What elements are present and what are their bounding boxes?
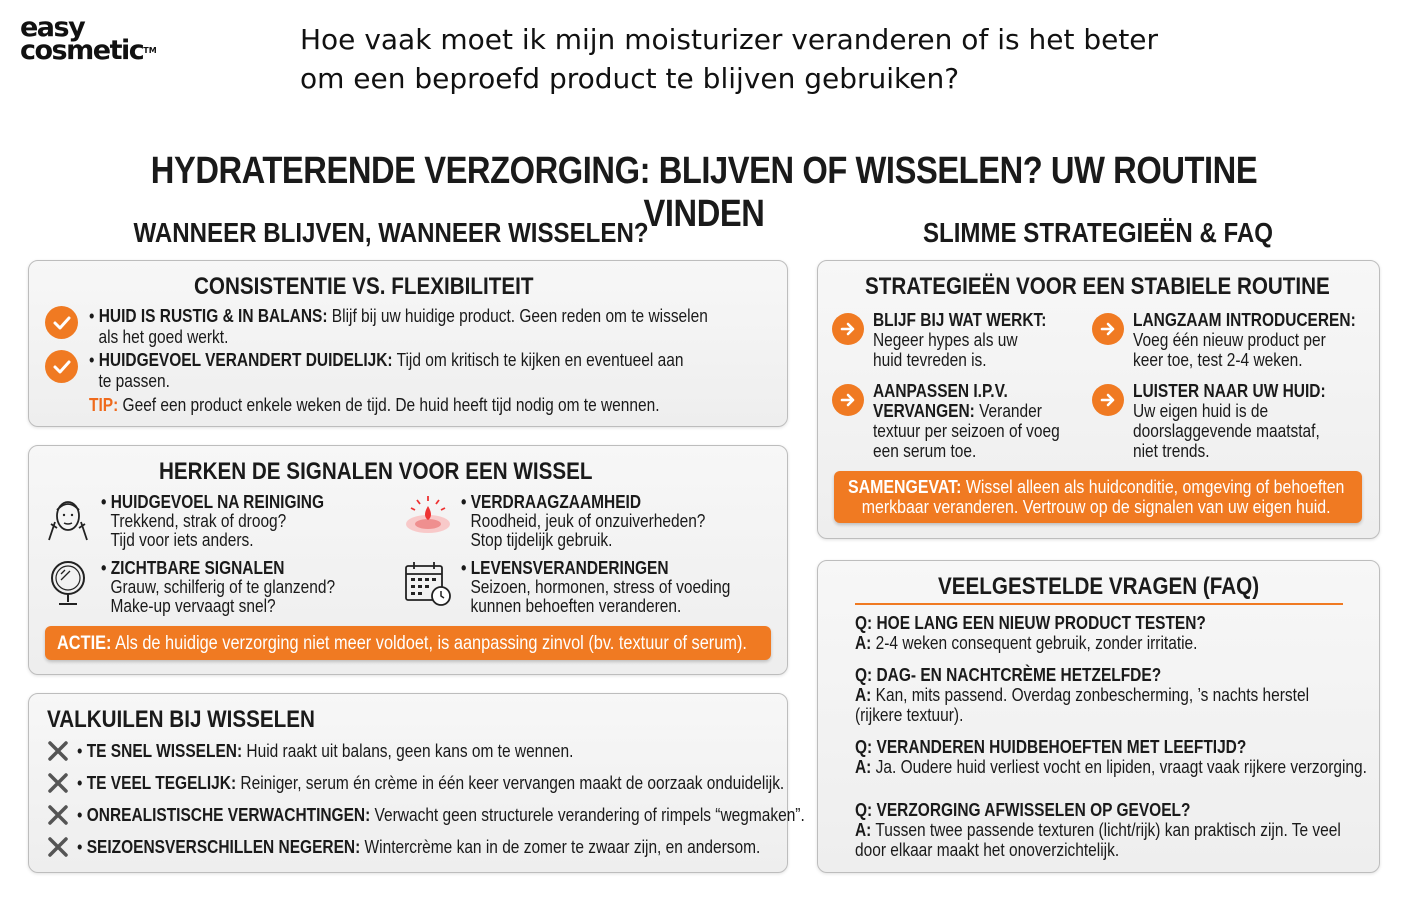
- summary-banner: SAMENGEVAT: Wissel alleen als huidconditie, omgeving of behoeften merkbaar veranderen. Vertrouw op de signalen van uw eigen huid.: [834, 471, 1362, 523]
- logo-trademark: TM: [143, 46, 157, 55]
- consistency-item-1: • HUID IS RUSTIG & IN BALANS: Blijf bij uw huidige product. Geen reden om te wisselen als het goed werkt.: [89, 306, 708, 347]
- strategy-item-3: AANPASSEN I.P.V. VERVANGEN: Verander textuur per seizoen of voeg een serum toe.: [873, 381, 1060, 461]
- left-column-heading: WANNEER BLIJVEN, WANNEER WISSELEN?: [133, 217, 649, 248]
- action-banner: ACTIE: Als de huidige verzorging niet meer voldoet, is aanpassing zinvol (bv. textuur of serum).: [45, 626, 771, 660]
- question-heading: Hoe vaak moet ik mijn moisturizer veranderen of is het beter om een beproefd product te blijven gebruiken?: [300, 23, 1159, 95]
- pitfalls-panel: [28, 693, 805, 873]
- pitfall-item-4: • SEIZOENSVERSCHILLEN NEGEREN: Wintercrème kan in de zomer te zwaar zijn, en andersom.: [77, 837, 761, 857]
- signal-item-1: • HUIDGEVOEL NA REINIGING Trekkend, strak of droog? Tijd voor iets anders.: [101, 492, 325, 550]
- arrow-right-icon: [1092, 384, 1124, 416]
- logo-line-1: easy: [20, 12, 85, 43]
- x-icon: [47, 740, 69, 762]
- face-cleansing-icon: [43, 494, 93, 544]
- faq-item-4: Q: VERZORGING AFWISSELEN OP GEVOEL? A: Tussen twee passende texturen (licht/rijk) kan praktisch zijn. Te veel door elkaar maakt het onoverzichtelijk.: [855, 800, 1341, 860]
- strategy-item-4: LUISTER NAAR UW HUID: Uw eigen huid is de doorslaggevende maatstaf, niet trends.: [1133, 381, 1326, 461]
- arrow-right-icon: [832, 384, 864, 416]
- faq-title: VEELGESTELDE VRAGEN (FAQ): [938, 573, 1260, 600]
- x-icon: [47, 804, 69, 826]
- consistency-tip: TIP: Geef een product enkele weken de tijd. De huid heeft tijd nodig om te wennen.: [89, 395, 660, 415]
- check-icon: [45, 350, 78, 383]
- strategy-item-2: LANGZAAM INTRODUCEREN: Voeg één nieuw product per keer toe, test 2-4 weken.: [1133, 310, 1356, 370]
- skin-irritation-icon: [403, 494, 453, 544]
- consistency-title: CONSISTENTIE VS. FLEXIBILITEIT: [194, 273, 534, 300]
- faq-item-2: Q: DAG- EN NACHTCRÈME HETZELFDE? A: Kan, mits passend. Overdag zonbescherming, ’s nachts herstel (rijkere textuur).: [855, 665, 1310, 725]
- strategy-item-1: BLIJF BIJ WAT WERKT: Negeer hypes als uw huid tevreden is.: [873, 310, 1047, 370]
- strategies-title: STRATEGIEËN VOOR EEN STABIELE ROUTINE: [865, 273, 1330, 300]
- right-column-heading: SLIMME STRATEGIEËN & FAQ: [922, 217, 1274, 248]
- arrow-right-icon: [832, 313, 864, 345]
- signals-title: HERKEN DE SIGNALEN VOOR EEN WISSEL: [159, 458, 593, 485]
- pitfall-item-2: • TE VEEL TEGELIJK: Reiniger, serum én crème in één keer vervangen maakt de oorzaak onduidelijk.: [77, 773, 785, 793]
- faq-item-1: Q: HOE LANG EEN NIEUW PRODUCT TESTEN? A: 2-4 weken consequent gebruik, zonder irritatie.: [855, 613, 1206, 653]
- pitfalls-title: VALKUILEN BIJ WISSELEN: [47, 706, 315, 733]
- strategies-panel: [817, 260, 1380, 539]
- faq-divider: [855, 603, 1343, 605]
- brand-logo: [20, 12, 190, 76]
- consistency-item-2: • HUIDGEVOEL VERANDERT DUIDELIJK: Tijd om kritisch te kijken en eventueel aan te passen.: [89, 350, 684, 391]
- signals-panel: [28, 445, 788, 675]
- mirror-icon: [43, 558, 93, 608]
- logo-line-2: cosmetic™: [20, 35, 157, 66]
- signal-item-3: • ZICHTBARE SIGNALEN Grauw, schilferig of te glanzend? Make-up vervaagt snel?: [101, 558, 336, 616]
- pitfall-item-1: • TE SNEL WISSELEN: Huid raakt uit balans, geen kans om te wennen.: [77, 741, 574, 761]
- calendar-clock-icon: [403, 558, 453, 608]
- x-icon: [47, 772, 69, 794]
- main-title: HYDRATERENDE VERZORGING: BLIJVEN OF WISSELEN? UW ROUTINE VINDEN: [150, 150, 1258, 235]
- consistency-panel: [28, 260, 788, 427]
- pitfall-item-3: • ONREALISTISCHE VERWACHTINGEN: Verwacht geen structurele verandering of rimpels “wegmaken”.: [77, 805, 805, 825]
- arrow-right-icon: [1092, 313, 1124, 345]
- signal-item-2: • VERDRAAGZAAMHEID Roodheid, jeuk of onzuiverheden? Stop tijdelijk gebruik.: [461, 492, 706, 550]
- signal-item-4: • LEVENSVERANDERINGEN Seizoen, hormonen, stress of voeding kunnen behoeften veranderen.: [461, 558, 731, 616]
- faq-item-3: Q: VERANDEREN HUIDBEHOEFTEN MET LEEFTIJD? A: Ja. Oudere huid verliest vocht en lipiden, vraagt vaak rijkere verzorging.: [855, 737, 1367, 777]
- check-icon: [45, 306, 78, 339]
- x-icon: [47, 836, 69, 858]
